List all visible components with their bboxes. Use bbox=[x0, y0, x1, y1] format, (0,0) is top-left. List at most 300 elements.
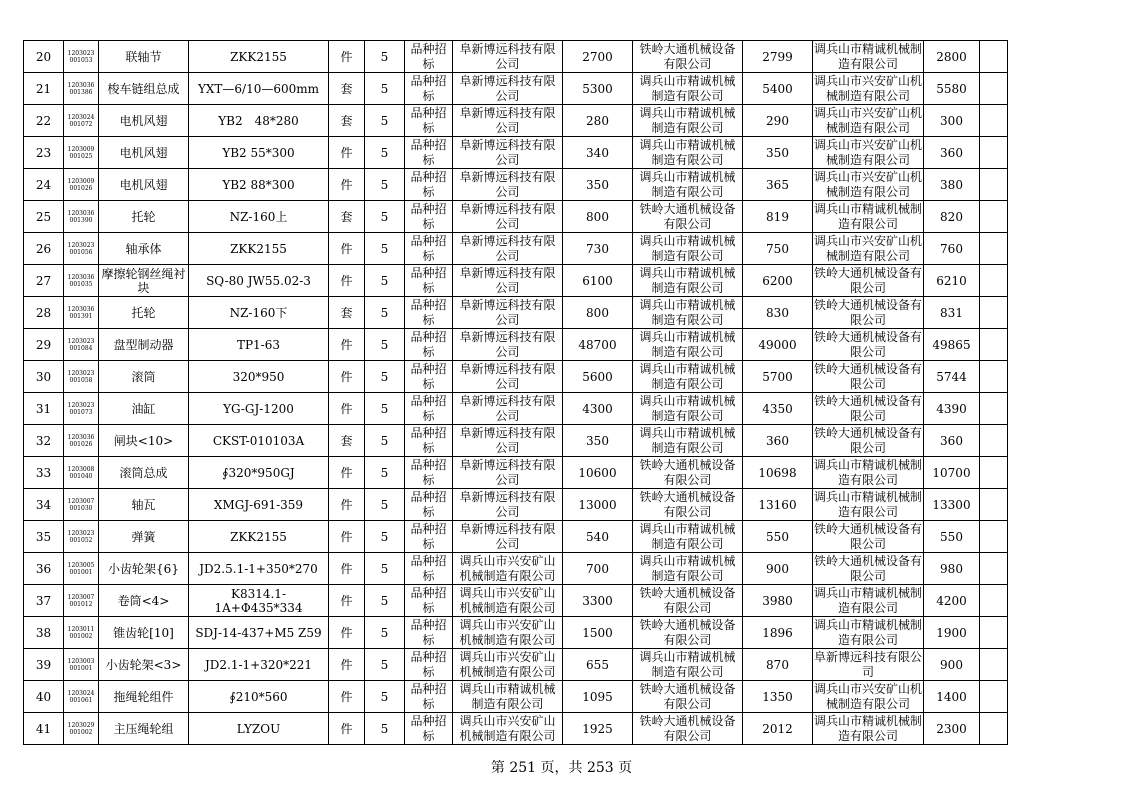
unit: 套 bbox=[329, 201, 365, 233]
supplier-1: 阜新博远科技有限公司 bbox=[453, 233, 563, 265]
price-3: 1900 bbox=[924, 617, 980, 649]
row-number: 33 bbox=[24, 457, 64, 489]
unit: 件 bbox=[329, 489, 365, 521]
remark bbox=[980, 553, 1008, 585]
unit: 件 bbox=[329, 361, 365, 393]
price-3: 900 bbox=[924, 649, 980, 681]
price-1: 350 bbox=[563, 425, 633, 457]
item-name: 油缸 bbox=[99, 393, 189, 425]
table-row bbox=[24, 617, 1008, 649]
price-3: 10700 bbox=[924, 457, 980, 489]
supplier-1: 阜新博远科技有限公司 bbox=[453, 265, 563, 297]
table-row bbox=[24, 41, 1008, 73]
unit: 套 bbox=[329, 425, 365, 457]
table-row bbox=[24, 681, 1008, 713]
remark bbox=[980, 681, 1008, 713]
supplier-2: 铁岭大通机械设备有限公司 bbox=[633, 713, 743, 745]
item-name: 拖绳轮组件 bbox=[99, 681, 189, 713]
row-number: 26 bbox=[24, 233, 64, 265]
remark bbox=[980, 393, 1008, 425]
table-row bbox=[24, 457, 1008, 489]
procurement-method: 品种招标 bbox=[405, 521, 453, 553]
price-2: 870 bbox=[743, 649, 813, 681]
unit: 件 bbox=[329, 617, 365, 649]
quantity: 5 bbox=[365, 457, 405, 489]
table-row bbox=[24, 329, 1008, 361]
row-number: 39 bbox=[24, 649, 64, 681]
price-1: 1500 bbox=[563, 617, 633, 649]
price-1: 4300 bbox=[563, 393, 633, 425]
supplier-1: 阜新博远科技有限公司 bbox=[453, 41, 563, 73]
remark bbox=[980, 489, 1008, 521]
supplier-1: 阜新博远科技有限公司 bbox=[453, 137, 563, 169]
price-2: 830 bbox=[743, 297, 813, 329]
supplier-3: 调兵山市兴安矿山机械制造有限公司 bbox=[814, 105, 923, 135]
supplier-3: 铁岭大通机械设备有限公司 bbox=[814, 297, 923, 327]
price-1: 340 bbox=[563, 137, 633, 169]
material-code: 1203003 001001 bbox=[64, 649, 99, 681]
remark bbox=[980, 297, 1008, 329]
procurement-method: 品种招标 bbox=[405, 137, 453, 169]
table-row bbox=[24, 105, 1008, 137]
row-number: 21 bbox=[24, 73, 64, 105]
price-2: 5400 bbox=[743, 73, 813, 105]
unit: 件 bbox=[329, 329, 365, 361]
row-number: 25 bbox=[24, 201, 64, 233]
price-3: 360 bbox=[924, 425, 980, 457]
material-code: 1203023 001056 bbox=[64, 233, 99, 265]
procurement-method: 品种招标 bbox=[405, 457, 453, 489]
table-row bbox=[24, 425, 1008, 457]
row-number: 31 bbox=[24, 393, 64, 425]
quantity: 5 bbox=[365, 585, 405, 617]
price-3: 2800 bbox=[924, 41, 980, 73]
table-row bbox=[24, 713, 1008, 745]
item-spec: ZKK2155 bbox=[189, 521, 329, 553]
unit: 件 bbox=[329, 41, 365, 73]
item-spec: ZKK2155 bbox=[189, 41, 329, 73]
supplier-3: 铁岭大通机械设备有限公司 bbox=[814, 521, 923, 551]
remark bbox=[980, 521, 1008, 553]
supplier-1: 阜新博远科技有限公司 bbox=[453, 457, 563, 489]
quantity: 5 bbox=[365, 617, 405, 649]
supplier-3: 调兵山市精诚机械制造有限公司 bbox=[814, 457, 923, 487]
row-number: 22 bbox=[24, 105, 64, 137]
material-code: 1203036 001386 bbox=[64, 73, 99, 105]
item-spec: YB2 55*300 bbox=[189, 137, 329, 169]
price-3: 360 bbox=[924, 137, 980, 169]
table-row bbox=[24, 233, 1008, 265]
price-1: 730 bbox=[563, 233, 633, 265]
quantity: 5 bbox=[365, 105, 405, 137]
price-1: 280 bbox=[563, 105, 633, 137]
table-row bbox=[24, 137, 1008, 169]
supplier-2: 调兵山市精诚机械制造有限公司 bbox=[633, 553, 743, 585]
material-code: 1203029 001002 bbox=[64, 713, 99, 745]
price-2: 3980 bbox=[743, 585, 813, 617]
supplier-3: 调兵山市兴安矿山机械制造有限公司 bbox=[814, 233, 923, 263]
price-1: 3300 bbox=[563, 585, 633, 617]
quantity: 5 bbox=[365, 425, 405, 457]
material-code: 1203011 001002 bbox=[64, 617, 99, 649]
price-2: 290 bbox=[743, 105, 813, 137]
item-spec: YB2 88*300 bbox=[189, 169, 329, 201]
supplier-2: 调兵山市精诚机械制造有限公司 bbox=[633, 393, 743, 425]
supplier-2: 调兵山市精诚机械制造有限公司 bbox=[633, 169, 743, 201]
item-name: 托轮 bbox=[99, 201, 189, 233]
procurement-method: 品种招标 bbox=[405, 329, 453, 361]
supplier-3: 铁岭大通机械设备有限公司 bbox=[814, 329, 923, 359]
supplier-2: 调兵山市精诚机械制造有限公司 bbox=[633, 137, 743, 169]
price-2: 2012 bbox=[743, 713, 813, 745]
procurement-method: 品种招标 bbox=[405, 361, 453, 393]
supplier-2: 铁岭大通机械设备有限公司 bbox=[633, 585, 743, 617]
remark bbox=[980, 41, 1008, 73]
price-1: 350 bbox=[563, 169, 633, 201]
price-3: 13300 bbox=[924, 489, 980, 521]
quantity: 5 bbox=[365, 521, 405, 553]
procurement-method: 品种招标 bbox=[405, 713, 453, 745]
supplier-2: 调兵山市精诚机械制造有限公司 bbox=[633, 521, 743, 553]
quantity: 5 bbox=[365, 73, 405, 105]
price-2: 1896 bbox=[743, 617, 813, 649]
unit: 套 bbox=[329, 105, 365, 137]
item-spec: SQ-80 JW55.02-3 bbox=[189, 265, 329, 297]
supplier-3: 阜新博远科技有限公司 bbox=[814, 649, 923, 679]
item-name: 电机风翅 bbox=[99, 137, 189, 169]
item-name: 联轴节 bbox=[99, 41, 189, 73]
supplier-3: 铁岭大通机械设备有限公司 bbox=[814, 553, 923, 583]
procurement-method: 品种招标 bbox=[405, 617, 453, 649]
material-code: 1203009 001026 bbox=[64, 169, 99, 201]
material-code: 1203007 001012 bbox=[64, 585, 99, 617]
item-name: 主压绳轮组 bbox=[99, 713, 189, 745]
quantity: 5 bbox=[365, 169, 405, 201]
remark bbox=[980, 585, 1008, 617]
unit: 件 bbox=[329, 713, 365, 745]
procurement-method: 品种招标 bbox=[405, 681, 453, 713]
item-spec: ∮210*560 bbox=[189, 681, 329, 713]
item-name: 摩擦轮钢丝绳衬块 bbox=[99, 265, 189, 297]
unit: 件 bbox=[329, 393, 365, 425]
item-spec: YG-GJ-1200 bbox=[189, 393, 329, 425]
remark bbox=[980, 233, 1008, 265]
item-name: 电机风翅 bbox=[99, 169, 189, 201]
remark bbox=[980, 169, 1008, 201]
price-2: 750 bbox=[743, 233, 813, 265]
item-spec: NZ-160上 bbox=[189, 201, 329, 233]
supplier-2: 调兵山市精诚机械制造有限公司 bbox=[633, 329, 743, 361]
supplier-3: 调兵山市精诚机械制造有限公司 bbox=[814, 489, 923, 519]
item-name: 电机风翅 bbox=[99, 105, 189, 137]
price-2: 13160 bbox=[743, 489, 813, 521]
supplier-3: 调兵山市精诚机械制造有限公司 bbox=[814, 41, 923, 71]
unit: 件 bbox=[329, 265, 365, 297]
price-2: 2799 bbox=[743, 41, 813, 73]
material-code: 1203023 001052 bbox=[64, 521, 99, 553]
price-1: 800 bbox=[563, 297, 633, 329]
item-spec: XMGJ-691-359 bbox=[189, 489, 329, 521]
price-3: 831 bbox=[924, 297, 980, 329]
procurement-method: 品种招标 bbox=[405, 297, 453, 329]
supplier-2: 调兵山市精诚机械制造有限公司 bbox=[633, 425, 743, 457]
item-name: 轴瓦 bbox=[99, 489, 189, 521]
price-2: 5700 bbox=[743, 361, 813, 393]
table-row bbox=[24, 201, 1008, 233]
procurement-method: 品种招标 bbox=[405, 73, 453, 105]
supplier-2: 调兵山市精诚机械制造有限公司 bbox=[633, 105, 743, 137]
unit: 件 bbox=[329, 521, 365, 553]
supplier-3: 调兵山市兴安矿山机械制造有限公司 bbox=[814, 169, 923, 199]
procurement-method: 品种招标 bbox=[405, 41, 453, 73]
quantity: 5 bbox=[365, 393, 405, 425]
procurement-method: 品种招标 bbox=[405, 265, 453, 297]
price-2: 819 bbox=[743, 201, 813, 233]
material-code: 1203007 001030 bbox=[64, 489, 99, 521]
material-code: 1203023 001084 bbox=[64, 329, 99, 361]
item-spec: YXT—6/10—600mm bbox=[189, 73, 329, 105]
price-1: 2700 bbox=[563, 41, 633, 73]
item-name: 弹簧 bbox=[99, 521, 189, 553]
bid-price-table bbox=[23, 40, 1008, 745]
unit: 件 bbox=[329, 585, 365, 617]
price-2: 1350 bbox=[743, 681, 813, 713]
procurement-method: 品种招标 bbox=[405, 489, 453, 521]
material-code: 1203005 001001 bbox=[64, 553, 99, 585]
remark bbox=[980, 73, 1008, 105]
price-1: 5300 bbox=[563, 73, 633, 105]
supplier-3: 调兵山市兴安矿山机械制造有限公司 bbox=[814, 73, 923, 103]
item-spec: JD2.1-1+320*221 bbox=[189, 649, 329, 681]
supplier-1: 阜新博远科技有限公司 bbox=[453, 169, 563, 201]
table-row bbox=[24, 649, 1008, 681]
price-1: 700 bbox=[563, 553, 633, 585]
remark bbox=[980, 457, 1008, 489]
item-spec: YB2 48*280 bbox=[189, 105, 329, 137]
supplier-1: 阜新博远科技有限公司 bbox=[453, 105, 563, 137]
supplier-3: 调兵山市精诚机械制造有限公司 bbox=[814, 585, 923, 615]
price-1: 1095 bbox=[563, 681, 633, 713]
supplier-2: 调兵山市精诚机械制造有限公司 bbox=[633, 361, 743, 393]
price-2: 4350 bbox=[743, 393, 813, 425]
supplier-3: 调兵山市兴安矿山机械制造有限公司 bbox=[814, 681, 923, 711]
procurement-method: 品种招标 bbox=[405, 169, 453, 201]
item-spec: ZKK2155 bbox=[189, 233, 329, 265]
material-code: 1203036 001026 bbox=[64, 425, 99, 457]
price-3: 49865 bbox=[924, 329, 980, 361]
item-name: 小齿轮架<3> bbox=[99, 649, 189, 681]
quantity: 5 bbox=[365, 265, 405, 297]
quantity: 5 bbox=[365, 553, 405, 585]
unit: 套 bbox=[329, 297, 365, 329]
supplier-2: 调兵山市精诚机械制造有限公司 bbox=[633, 297, 743, 329]
supplier-1: 阜新博远科技有限公司 bbox=[453, 361, 563, 393]
price-2: 49000 bbox=[743, 329, 813, 361]
row-number: 30 bbox=[24, 361, 64, 393]
remark bbox=[980, 617, 1008, 649]
item-name: 梭车链组总成 bbox=[99, 73, 189, 105]
supplier-1: 阜新博远科技有限公司 bbox=[453, 297, 563, 329]
item-spec: JD2.5.1-1+350*270 bbox=[189, 553, 329, 585]
remark bbox=[980, 329, 1008, 361]
supplier-1: 调兵山市兴安矿山机械制造有限公司 bbox=[453, 617, 563, 649]
supplier-2: 铁岭大通机械设备有限公司 bbox=[633, 457, 743, 489]
table-row bbox=[24, 73, 1008, 105]
table-row bbox=[24, 585, 1008, 617]
supplier-2: 调兵山市精诚机械制造有限公司 bbox=[633, 265, 743, 297]
item-name: 锥齿轮[10] bbox=[99, 617, 189, 649]
item-spec: SDJ-14-437+M5 Z59 bbox=[189, 617, 329, 649]
table-row bbox=[24, 553, 1008, 585]
supplier-3: 铁岭大通机械设备有限公司 bbox=[814, 393, 923, 423]
unit: 件 bbox=[329, 649, 365, 681]
price-3: 5744 bbox=[924, 361, 980, 393]
unit: 件 bbox=[329, 681, 365, 713]
quantity: 5 bbox=[365, 233, 405, 265]
price-2: 900 bbox=[743, 553, 813, 585]
supplier-2: 铁岭大通机械设备有限公司 bbox=[633, 41, 743, 73]
row-number: 36 bbox=[24, 553, 64, 585]
remark bbox=[980, 425, 1008, 457]
procurement-method: 品种招标 bbox=[405, 233, 453, 265]
price-1: 6100 bbox=[563, 265, 633, 297]
price-3: 5580 bbox=[924, 73, 980, 105]
procurement-method: 品种招标 bbox=[405, 105, 453, 137]
procurement-method: 品种招标 bbox=[405, 425, 453, 457]
item-spec: TP1-63 bbox=[189, 329, 329, 361]
item-spec: ∮320*950GJ bbox=[189, 457, 329, 489]
supplier-2: 铁岭大通机械设备有限公司 bbox=[633, 681, 743, 713]
supplier-2: 调兵山市精诚机械制造有限公司 bbox=[633, 233, 743, 265]
supplier-1: 阜新博远科技有限公司 bbox=[453, 393, 563, 425]
table-row bbox=[24, 265, 1008, 297]
price-1: 655 bbox=[563, 649, 633, 681]
price-3: 380 bbox=[924, 169, 980, 201]
price-1: 48700 bbox=[563, 329, 633, 361]
price-3: 2300 bbox=[924, 713, 980, 745]
supplier-3: 调兵山市精诚机械制造有限公司 bbox=[814, 201, 923, 231]
price-1: 10600 bbox=[563, 457, 633, 489]
material-code: 1203009 001025 bbox=[64, 137, 99, 169]
table-row bbox=[24, 489, 1008, 521]
row-number: 20 bbox=[24, 41, 64, 73]
item-spec: NZ-160下 bbox=[189, 297, 329, 329]
table-row bbox=[24, 521, 1008, 553]
quantity: 5 bbox=[365, 329, 405, 361]
table-row bbox=[24, 297, 1008, 329]
supplier-2: 铁岭大通机械设备有限公司 bbox=[633, 617, 743, 649]
row-number: 23 bbox=[24, 137, 64, 169]
supplier-3: 调兵山市精诚机械制造有限公司 bbox=[814, 617, 923, 647]
price-3: 760 bbox=[924, 233, 980, 265]
unit: 件 bbox=[329, 233, 365, 265]
price-2: 350 bbox=[743, 137, 813, 169]
row-number: 41 bbox=[24, 713, 64, 745]
remark bbox=[980, 137, 1008, 169]
material-code: 1203023 001073 bbox=[64, 393, 99, 425]
supplier-3: 铁岭大通机械设备有限公司 bbox=[814, 265, 923, 295]
price-3: 550 bbox=[924, 521, 980, 553]
price-2: 6200 bbox=[743, 265, 813, 297]
row-number: 34 bbox=[24, 489, 64, 521]
supplier-1: 阜新博远科技有限公司 bbox=[453, 489, 563, 521]
price-3: 6210 bbox=[924, 265, 980, 297]
procurement-method: 品种招标 bbox=[405, 649, 453, 681]
material-code: 1203024 001072 bbox=[64, 105, 99, 137]
supplier-3: 调兵山市兴安矿山机械制造有限公司 bbox=[814, 137, 923, 167]
row-number: 24 bbox=[24, 169, 64, 201]
table-row bbox=[24, 393, 1008, 425]
unit: 套 bbox=[329, 73, 365, 105]
supplier-1: 调兵山市兴安矿山机械制造有限公司 bbox=[453, 649, 563, 681]
price-3: 4390 bbox=[924, 393, 980, 425]
item-spec: 320*950 bbox=[189, 361, 329, 393]
supplier-2: 铁岭大通机械设备有限公司 bbox=[633, 489, 743, 521]
procurement-method: 品种招标 bbox=[405, 393, 453, 425]
item-spec: CKST-010103A bbox=[189, 425, 329, 457]
unit: 件 bbox=[329, 137, 365, 169]
remark bbox=[980, 265, 1008, 297]
quantity: 5 bbox=[365, 201, 405, 233]
row-number: 38 bbox=[24, 617, 64, 649]
row-number: 40 bbox=[24, 681, 64, 713]
price-1: 540 bbox=[563, 521, 633, 553]
material-code: 1203036 001391 bbox=[64, 297, 99, 329]
price-3: 820 bbox=[924, 201, 980, 233]
row-number: 28 bbox=[24, 297, 64, 329]
price-1: 5600 bbox=[563, 361, 633, 393]
row-number: 37 bbox=[24, 585, 64, 617]
supplier-2: 调兵山市精诚机械制造有限公司 bbox=[633, 649, 743, 681]
supplier-3: 铁岭大通机械设备有限公司 bbox=[814, 361, 923, 391]
item-name: 闸块<10> bbox=[99, 425, 189, 457]
page-footer: 第 251 页，共 253 页 bbox=[490, 760, 633, 776]
quantity: 5 bbox=[365, 681, 405, 713]
remark bbox=[980, 201, 1008, 233]
quantity: 5 bbox=[365, 41, 405, 73]
supplier-2: 调兵山市精诚机械制造有限公司 bbox=[633, 73, 743, 105]
supplier-3: 调兵山市精诚机械制造有限公司 bbox=[814, 713, 923, 743]
procurement-method: 品种招标 bbox=[405, 585, 453, 617]
material-code: 1203023 001058 bbox=[64, 361, 99, 393]
price-2: 360 bbox=[743, 425, 813, 457]
item-name: 滚筒总成 bbox=[99, 457, 189, 489]
price-2: 10698 bbox=[743, 457, 813, 489]
price-2: 550 bbox=[743, 521, 813, 553]
price-3: 980 bbox=[924, 553, 980, 585]
quantity: 5 bbox=[365, 137, 405, 169]
item-name: 托轮 bbox=[99, 297, 189, 329]
procurement-method: 品种招标 bbox=[405, 553, 453, 585]
item-spec: LYZOU bbox=[189, 713, 329, 745]
unit: 件 bbox=[329, 553, 365, 585]
quantity: 5 bbox=[365, 361, 405, 393]
material-code: 1203024 001061 bbox=[64, 681, 99, 713]
price-3: 300 bbox=[924, 105, 980, 137]
supplier-3: 铁岭大通机械设备有限公司 bbox=[814, 425, 923, 455]
row-number: 35 bbox=[24, 521, 64, 553]
quantity: 5 bbox=[365, 297, 405, 329]
quantity: 5 bbox=[365, 649, 405, 681]
price-1: 13000 bbox=[563, 489, 633, 521]
item-name: 小齿轮架{6} bbox=[99, 553, 189, 585]
material-code: 1203023 001053 bbox=[64, 41, 99, 73]
supplier-1: 阜新博远科技有限公司 bbox=[453, 521, 563, 553]
supplier-1: 调兵山市兴安矿山机械制造有限公司 bbox=[453, 553, 563, 585]
supplier-1: 阜新博远科技有限公司 bbox=[453, 73, 563, 105]
material-code: 1203036 001390 bbox=[64, 201, 99, 233]
quantity: 5 bbox=[365, 713, 405, 745]
